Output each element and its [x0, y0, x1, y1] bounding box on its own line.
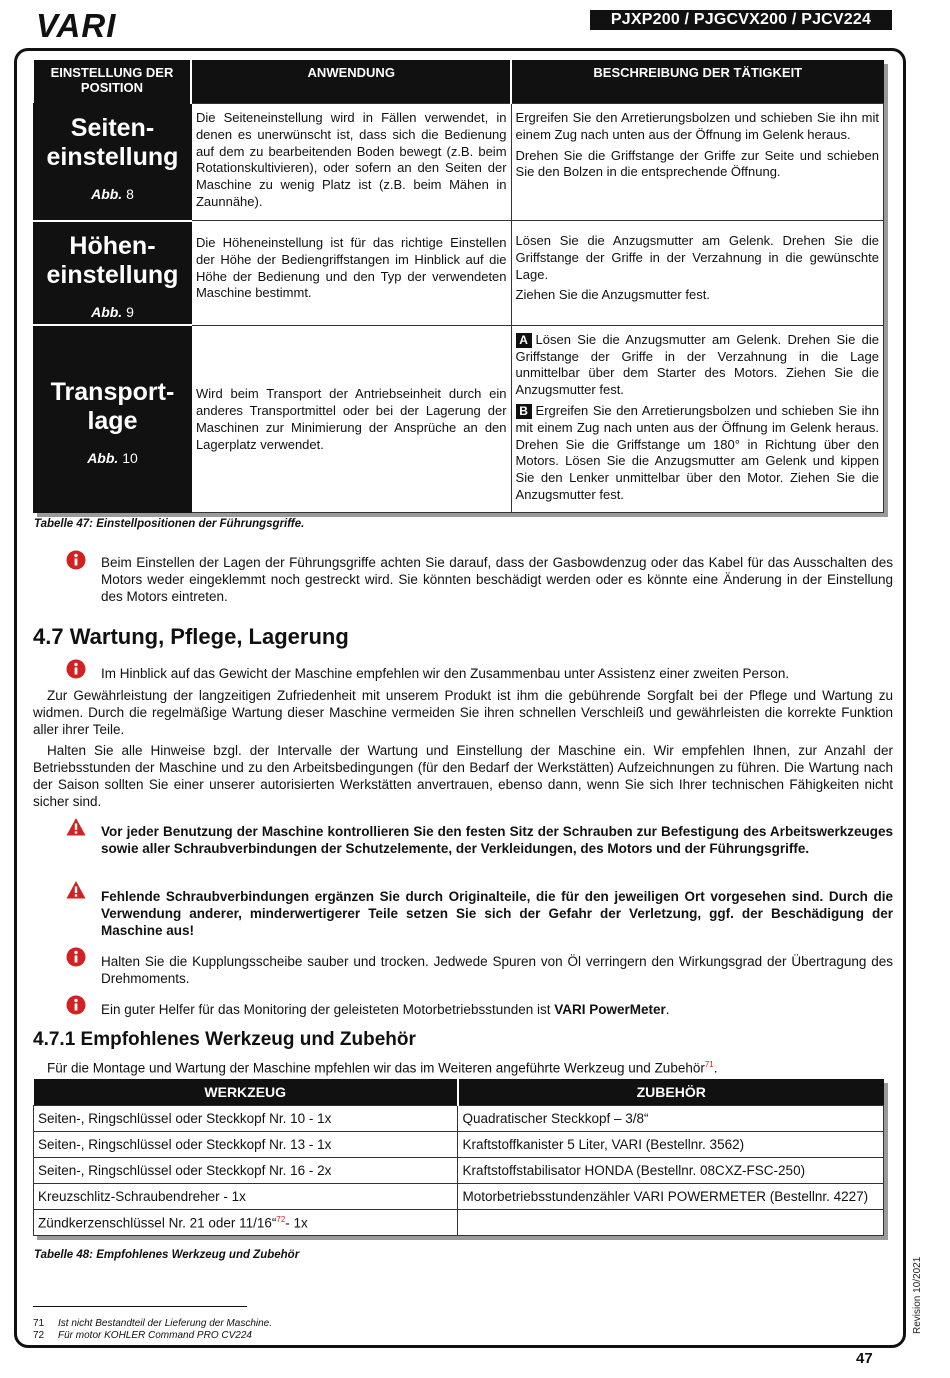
warning-note: Vor jeder Benutzung der Maschine kontrollieren Sie den festen Sitz der Schrauben zur Befestigung des Arbeitswerkzeuges sowie aller Schraubverbindungen der Schutzelemente, der Verkleidungen, des Motors und der Führungsgriffe.	[101, 824, 893, 856]
table-row	[34, 325, 884, 512]
vari-logo	[36, 10, 176, 40]
position-cell: Seiten- einstellung Abb. 8	[34, 104, 192, 221]
table-row	[34, 1184, 884, 1210]
svg-text:VARI: VARI	[36, 10, 117, 40]
accessory-cell: Kraftstoffkanister 5 Liter, VARI (Bestellnr. 3562)	[458, 1132, 884, 1158]
table-caption: Tabelle 47: Einstellpositionen der Führungsgriffe.	[34, 518, 305, 530]
description-cell: Ergreifen Sie den Arretierungsbolzen und schieben Sie ihn mit einem Zug nach unten aus der Öffnung im Gelenk heraus. Drehen Sie die Griffstange der Griffe zur Seite und schieben Sie den Bolzen in die entsprechende Öffnung.	[511, 104, 883, 221]
table-row	[34, 1158, 884, 1184]
paragraph: Für die Montage und Wartung der Maschine mpfehlen wir das im Weiteren angeführte Werkzeug und Zubehör$^{71}$.	[47, 1060, 718, 1076]
application-cell: Die Höheneinstellung ist für das richtige Einstellen der Höhe der Bediengriffstangen im Hinblick auf die Höhe der Bedienung und den Typ der verwendeten Maschine bestimmt.	[191, 221, 511, 326]
table-caption: Tabelle 48: Empfohlenes Werkzeug und Zubehör	[34, 1249, 300, 1261]
warning-note: Fehlende Schraubverbindungen ergänzen Sie durch Originalteile, die für den jeweiligen Ort vorgesehen sind. Durch die Verwendung anderer, minderwertigerer Teile setzen Sie sich der Gefahr der Verletzung, ggf. der Beschädigung der Maschine aus!	[101, 889, 893, 938]
table-row	[34, 221, 884, 326]
footnote: 71 Ist nicht Bestandteil der Lieferung der Maschine.	[33, 1318, 273, 1329]
info-icon	[66, 947, 86, 967]
info-note: Beim Einstellen der Lagen der Führungsgriffe achten Sie darauf, dass der Gasbowdenzug oder das Kabel für das Ausschalten des Motors weder eingeklemmt noch gestreckt wird. Sie könnten beschädigt werden oder es könnte eine Änderung in der Einstellung des Motors eintreten.	[101, 555, 893, 604]
table-tools-accessories	[33, 1079, 884, 1236]
table-row	[34, 104, 884, 221]
col-header-application: ANWENDUNG	[191, 60, 511, 104]
accessory-cell: Motorbetriebsstundenzähler VARI POWERMETER (Bestellnr. 4227)	[458, 1184, 884, 1210]
info-icon	[66, 995, 86, 1015]
position-cell: Höhen- einstellung Abb. 9	[34, 221, 192, 326]
footnote-divider	[33, 1306, 247, 1307]
col-header-description: BESCHREIBUNG DER TÄTIGKEIT	[511, 60, 883, 104]
page-number: 47	[856, 1350, 873, 1367]
tool-cell: Seiten-, Ringschlüssel oder Steckkopf Nr. 16 - 2x	[34, 1158, 458, 1184]
tool-cell: Zündkerzenschlüssel Nr. 21 oder 11/16“$^{72}$- 1x	[34, 1210, 458, 1236]
position-cell: Transport- lage Abb. 10	[34, 325, 192, 512]
info-icon	[66, 659, 86, 679]
tool-cell: Seiten-, Ringschlüssel oder Steckkopf Nr. 10 - 1x	[34, 1106, 458, 1132]
table-adjustment-positions	[33, 60, 884, 513]
section-title: 4.7 Wartung, Pflege, Lagerung	[33, 624, 349, 649]
tool-cell: Kreuzschlitz-Schraubendreher - 1x	[34, 1184, 458, 1210]
accessory-cell: Quadratischer Steckkopf – 3/8“	[458, 1106, 884, 1132]
accessory-cell: Kraftstoffstabilisator HONDA (Bestellnr. 08CXZ-FSC-250)	[458, 1158, 884, 1184]
table-row	[34, 1106, 884, 1132]
warning-icon	[66, 817, 86, 837]
tool-cell: Seiten-, Ringschlüssel oder Steckkopf Nr. 13 - 1x	[34, 1132, 458, 1158]
footnote: 72 Für motor KOHLER Command PRO CV224	[33, 1330, 252, 1341]
info-note: Im Hinblick auf das Gewicht der Maschine empfehlen wir den Zusammenbau unter Assistenz einer zweiten Person.	[101, 666, 790, 681]
table-row	[34, 1210, 884, 1236]
footnote-ref: 72	[276, 1214, 286, 1224]
table-row	[34, 1132, 884, 1158]
label-a: A	[516, 333, 532, 348]
col-header-tools: WERKZEUG	[34, 1079, 458, 1106]
info-note: Ein guter Helfer für das Monitoring der geleisteten Motorbetriebsstunden ist VARI PowerMeter.	[101, 1002, 670, 1017]
col-header-position: EINSTELLUNG DER POSITION	[34, 60, 192, 104]
footnote-ref: 71	[704, 1060, 714, 1069]
label-b: B	[516, 404, 532, 419]
subsection-title: 4.7.1 Empfohlenes Werkzeug und Zubehör	[33, 1029, 416, 1050]
paragraph: Halten Sie alle Hinweise bzgl. der Intervalle der Wartung und Einstellung der Maschine ein. Wir empfehlen Ihnen, zur Anzahl der Betriebsstunden der Maschine und zu den Arbeitsbedingungen (für den Bedarf der Werkstätten) Aufzeichnungen zu führen. Die Wartung nach der Saison sollten Sie einer unserer autorisierten Werkstätten anvertrauen, ebenso dann, wenn Sie sich Ihrer technischen Fähigkeiten nicht sicher sind.	[33, 743, 893, 809]
warning-icon	[66, 880, 86, 900]
revision-label: Revision 10/2021	[912, 1256, 923, 1334]
info-note: Halten Sie die Kupplungsscheibe sauber und trocken. Jedwede Spuren von Öl verringern den Wirkungsgrad der Übertragung des Drehmoments.	[101, 954, 893, 986]
col-header-accessories: ZUBEHÖR	[458, 1079, 884, 1106]
accessory-cell	[458, 1210, 884, 1236]
description-cell: A Lösen Sie die Anzugsmutter am Gelenk. Drehen Sie die Griffstange der Griffe in der Verzahnung in die Lage unmittelbar über dem Starter des Motors. Ziehen Sie die Anzugsmutter fest. B Ergreifen Sie den Arretierungsbolzen und schieben Sie ihn mit einem Zug nach unten aus der Öffnung im Gelenk heraus. Drehen Sie die Griffstange um 180° in Richtung über den Motors. Lösen Sie die Anzugsmutter am Gelenk und kippen Sie den Lenker unmittelbar über den Motor. Ziehen Sie die Anzugsmutter fest.	[511, 325, 883, 512]
application-cell: Die Seiteneinstellung wird in Fällen verwendet, in denen es unerwünscht ist, dass sich die Bedienung auf dem zu bearbeitenden Boden bewegt (z.B. beim Rotationskultivieren), oder sofern an den Seiten der Maschine zu wenig Platz ist (z.B. beim Mähen in Zaunnähe).	[191, 104, 511, 221]
description-cell: Lösen Sie die Anzugsmutter am Gelenk. Drehen Sie die Griffstange der Griffe in der Verzahnung in die gewünschte Lage. Ziehen Sie die Anzugsmutter fest.	[511, 221, 883, 326]
paragraph: Zur Gewährleistung der langzeitigen Zufriedenheit mit unserem Produkt ist ihm die gebührende Sorgfalt bei der Pflege und Wartung zu widmen. Durch die regelmäßige Wartung dieser Maschine vermeiden Sie ihren schnellen Verschleiß und gewährleisten die korrekte Funktion aller ihrer Teile.	[33, 688, 893, 737]
model-header: PJXP200 / PJGCVX200 / PJCV224	[590, 10, 892, 30]
info-icon	[66, 550, 86, 570]
application-cell: Wird beim Transport der Antriebseinheit durch ein anderes Transportmittel oder bei der Lagerung der Maschinen zur Minimierung der Ansprüche an den Lagerplatz verwendet.	[191, 325, 511, 512]
